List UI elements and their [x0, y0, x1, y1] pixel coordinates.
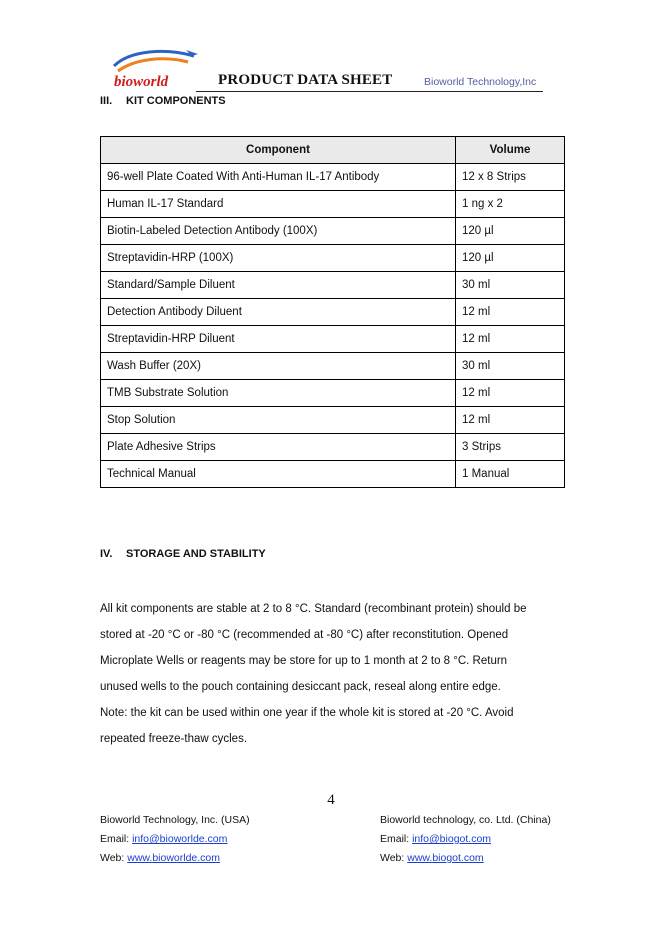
volume-cell: 30 ml	[456, 353, 565, 380]
volume-cell: 3 Strips	[456, 434, 565, 461]
column-header-component: Component	[101, 137, 456, 164]
web-link-china[interactable]: www.biogot.com	[407, 852, 484, 864]
component-cell: 96-well Plate Coated With Anti-Human IL-17 Antibody	[101, 164, 456, 191]
volume-cell: 120 µl	[456, 245, 565, 272]
logo-swoosh-orange	[118, 59, 188, 71]
storage-paragraph	[100, 596, 570, 752]
table-row	[101, 164, 565, 191]
email-label: Email:	[100, 833, 133, 845]
volume-cell: 1 ng x 2	[456, 191, 565, 218]
document-title: PRODUCT DATA SHEET	[218, 72, 393, 88]
component-cell: Standard/Sample Diluent	[101, 272, 456, 299]
table-row	[101, 461, 565, 488]
component-cell: TMB Substrate Solution	[101, 380, 456, 407]
web-label: Web:	[380, 852, 408, 864]
component-cell: Plate Adhesive Strips	[101, 434, 456, 461]
footer-usa	[100, 811, 250, 868]
footer-company-china: Bioworld technology, co. Ltd. (China)	[380, 814, 551, 826]
volume-cell: 12 x 8 Strips	[456, 164, 565, 191]
section-storage-heading	[100, 548, 266, 560]
logo-wordmark: bioworld	[114, 74, 169, 90]
paragraph-line: All kit components are stable at 2 to 8 °C. Standard (recombinant protein) should be	[100, 603, 527, 615]
footer-email-row	[380, 830, 551, 849]
section-title: KIT COMPONENTS	[126, 95, 226, 107]
table-row	[101, 407, 565, 434]
component-cell: Human IL-17 Standard	[101, 191, 456, 218]
email-label: Email:	[380, 833, 413, 845]
kit-components-table	[100, 136, 565, 488]
column-header-volume: Volume	[456, 137, 565, 164]
paragraph-line: stored at -20 °C or -80 °C (recommended at -80 °C) after reconstitution. Opened	[100, 629, 509, 641]
web-label: Web:	[100, 852, 128, 864]
bioworld-logo	[108, 46, 200, 90]
header-divider	[196, 91, 543, 92]
web-link-usa[interactable]: www.bioworlde.com	[127, 852, 221, 864]
paragraph-line: Note: the kit can be used within one year if the whole kit is stored at -20 °C. Avoid	[100, 707, 514, 719]
table-row	[101, 299, 565, 326]
volume-cell: 120 µl	[456, 218, 565, 245]
paragraph-line: repeated freeze-thaw cycles.	[100, 733, 248, 745]
volume-cell: 12 ml	[456, 407, 565, 434]
volume-cell: 12 ml	[456, 299, 565, 326]
section-kit-components-heading	[100, 95, 226, 107]
page-number: 4	[327, 792, 335, 808]
section-number: III.	[100, 95, 113, 107]
footer-email-row	[100, 830, 250, 849]
component-cell: Wash Buffer (20X)	[101, 353, 456, 380]
section-number: IV.	[100, 548, 113, 560]
table-row	[101, 326, 565, 353]
component-cell: Streptavidin-HRP (100X)	[101, 245, 456, 272]
footer-company-usa: Bioworld Technology, Inc. (USA)	[100, 814, 250, 826]
paragraph-line: unused wells to the pouch containing desiccant pack, reseal along entire edge.	[100, 681, 501, 693]
section-title: STORAGE AND STABILITY	[126, 548, 266, 560]
footer-web-row	[380, 849, 551, 868]
header-company: Bioworld Technology,Inc	[424, 76, 537, 88]
table-row	[101, 218, 565, 245]
email-link-china[interactable]: info@biogot.com	[412, 833, 492, 845]
component-cell: Streptavidin-HRP Diluent	[101, 326, 456, 353]
table-header-row	[101, 137, 565, 164]
footer-china	[380, 811, 551, 868]
volume-cell: 1 Manual	[456, 461, 565, 488]
volume-cell: 30 ml	[456, 272, 565, 299]
table-row	[101, 191, 565, 218]
component-cell: Technical Manual	[101, 461, 456, 488]
component-cell: Detection Antibody Diluent	[101, 299, 456, 326]
volume-cell: 12 ml	[456, 380, 565, 407]
component-cell: Stop Solution	[101, 407, 456, 434]
table-row	[101, 245, 565, 272]
email-link-usa[interactable]: info@bioworlde.com	[132, 833, 228, 845]
footer-web-row	[100, 849, 250, 868]
table-row	[101, 353, 565, 380]
table-row	[101, 380, 565, 407]
paragraph-line: Microplate Wells or reagents may be store for up to 1 month at 2 to 8 °C. Return	[100, 655, 508, 667]
table-row	[101, 272, 565, 299]
volume-cell: 12 ml	[456, 326, 565, 353]
table-row	[101, 434, 565, 461]
component-cell: Biotin-Labeled Detection Antibody (100X)	[101, 218, 456, 245]
